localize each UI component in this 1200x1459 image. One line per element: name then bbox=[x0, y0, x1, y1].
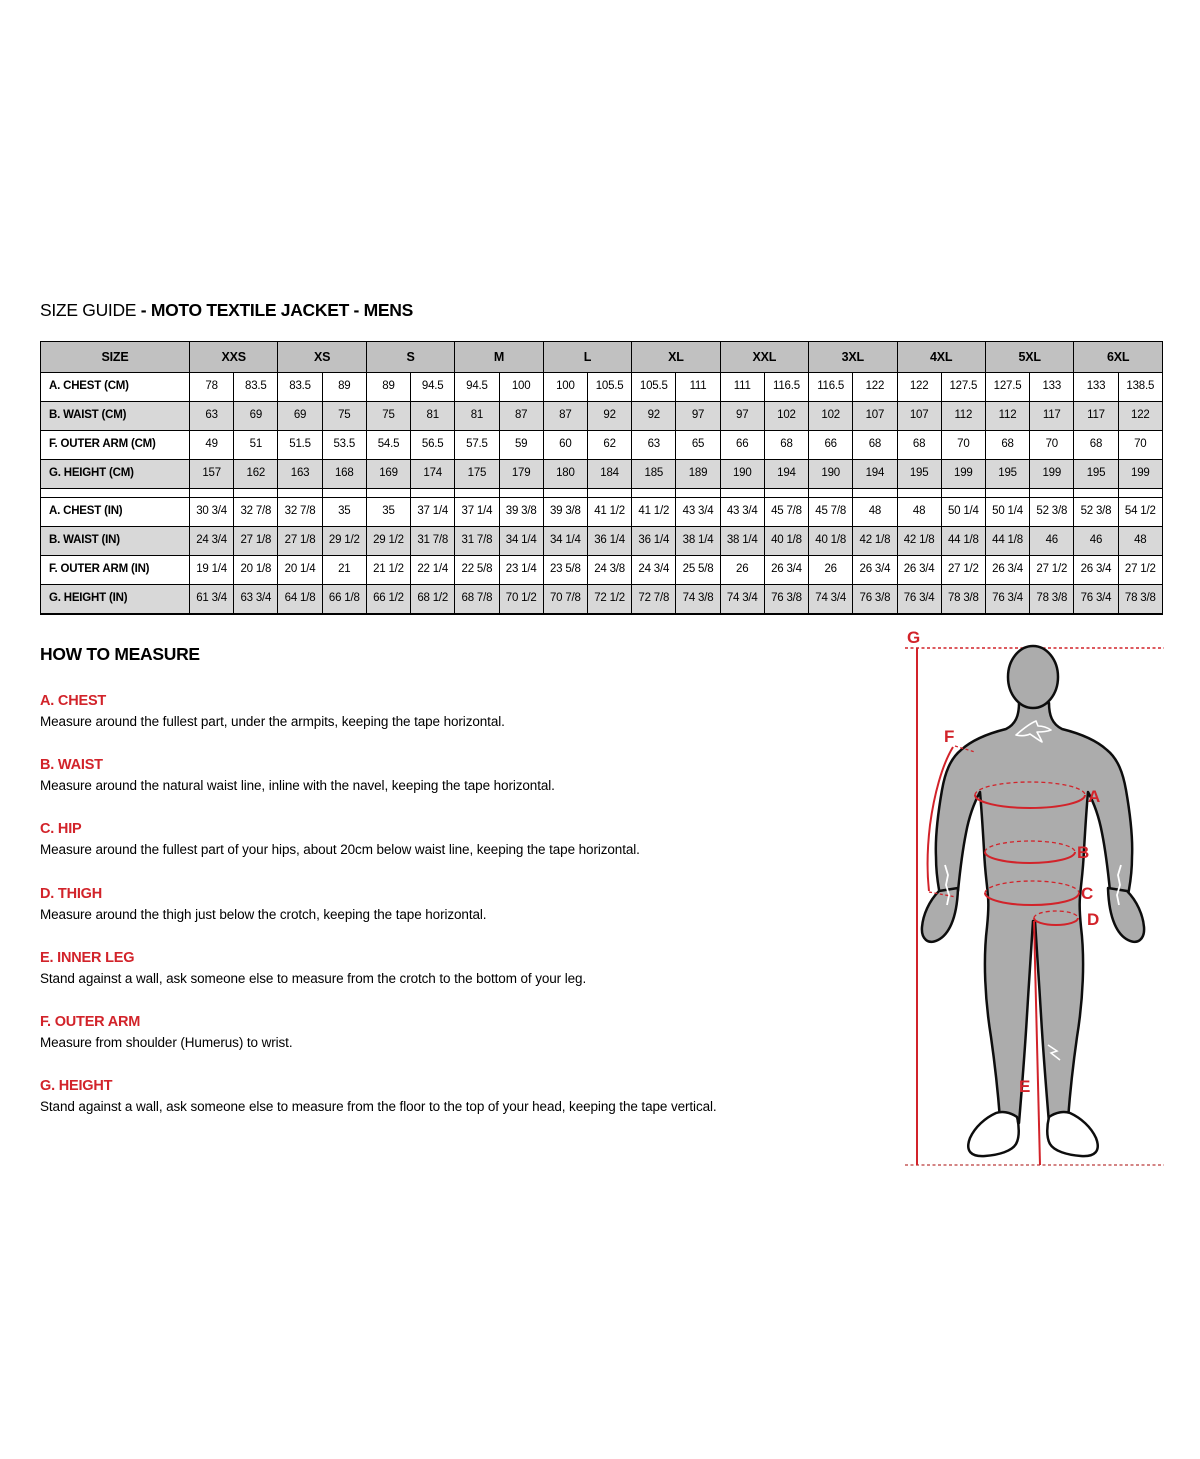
measure-section-heading: B. WAIST bbox=[40, 757, 103, 774]
size-cell: 107 bbox=[853, 402, 897, 431]
spacer-cell bbox=[543, 489, 587, 498]
size-cell: 89 bbox=[322, 373, 366, 402]
size-cell: 102 bbox=[809, 402, 853, 431]
size-cell: 72 7/8 bbox=[632, 585, 676, 614]
measure-section-text: Stand against a wall, ask someone else to measure from the crotch to the bottom of your leg. bbox=[40, 970, 587, 986]
size-cell: 83.5 bbox=[278, 373, 322, 402]
size-cell: 78 3/8 bbox=[941, 585, 985, 614]
spacer-cell bbox=[941, 489, 985, 498]
label-b: B bbox=[1077, 843, 1090, 862]
size-cell: 41 1/2 bbox=[632, 498, 676, 527]
size-cell: 68 1/2 bbox=[411, 585, 455, 614]
spacer-cell bbox=[278, 489, 322, 498]
size-cell: 112 bbox=[985, 402, 1029, 431]
size-cell: 94.5 bbox=[411, 373, 455, 402]
how-to-measure-title: HOW TO MEASURE bbox=[40, 644, 200, 664]
size-cell: 26 bbox=[809, 556, 853, 585]
size-cell: 70 bbox=[1118, 431, 1162, 460]
size-cell: 29 1/2 bbox=[366, 527, 410, 556]
size-cell: 25 5/8 bbox=[676, 556, 720, 585]
size-cell: 157 bbox=[190, 460, 234, 489]
spacer-cell bbox=[676, 489, 720, 498]
size-cell: 105.5 bbox=[587, 373, 631, 402]
size-cell: 175 bbox=[455, 460, 499, 489]
size-cell: 190 bbox=[720, 460, 764, 489]
size-cell: 122 bbox=[897, 373, 941, 402]
size-cell: 59 bbox=[499, 431, 543, 460]
size-cell: 23 5/8 bbox=[543, 556, 587, 585]
size-cell: 63 3/4 bbox=[234, 585, 278, 614]
size-cell: 65 bbox=[676, 431, 720, 460]
size-cell: 44 1/8 bbox=[985, 527, 1029, 556]
spacer-cell bbox=[720, 489, 764, 498]
right-foot bbox=[1047, 1112, 1097, 1156]
measure-section bbox=[40, 886, 892, 923]
size-cell: 100 bbox=[499, 373, 543, 402]
size-cell: 19 1/4 bbox=[190, 556, 234, 585]
size-cell: 194 bbox=[764, 460, 808, 489]
size-cell: 34 1/4 bbox=[499, 527, 543, 556]
measure-section-heading: E. INNER LEG bbox=[40, 949, 135, 966]
size-cell: 163 bbox=[278, 460, 322, 489]
size-cell: 194 bbox=[853, 460, 897, 489]
size-cell: 27 1/2 bbox=[1118, 556, 1162, 585]
spacer-cell bbox=[190, 489, 234, 498]
table-row bbox=[41, 402, 1163, 431]
size-cell: 52 3/8 bbox=[1074, 498, 1118, 527]
size-cell: 46 bbox=[1074, 527, 1118, 556]
size-cell: 48 bbox=[1118, 527, 1162, 556]
size-cell: 26 3/4 bbox=[853, 556, 897, 585]
size-cell: 34 1/4 bbox=[543, 527, 587, 556]
figure-head bbox=[1008, 646, 1058, 708]
size-cell: 40 1/8 bbox=[809, 527, 853, 556]
how-to-measure-section bbox=[40, 644, 892, 1142]
size-cell: 66 bbox=[809, 431, 853, 460]
title-product: - MOTO TEXTILE JACKET - MENS bbox=[140, 300, 414, 320]
size-cell: 48 bbox=[897, 498, 941, 527]
size-cell: 35 bbox=[322, 498, 366, 527]
size-cell: 37 1/4 bbox=[411, 498, 455, 527]
size-cell: 190 bbox=[809, 460, 853, 489]
label-e: E bbox=[1019, 1077, 1031, 1096]
size-cell: 100 bbox=[543, 373, 587, 402]
size-header: 5XL bbox=[985, 342, 1073, 373]
size-cell: 75 bbox=[322, 402, 366, 431]
size-cell: 78 3/8 bbox=[1118, 585, 1162, 614]
size-header: XL bbox=[632, 342, 720, 373]
size-cell: 41 1/2 bbox=[587, 498, 631, 527]
size-cell: 69 bbox=[278, 402, 322, 431]
size-cell: 69 bbox=[234, 402, 278, 431]
measure-section-text: Measure around the fullest part, under the armpits, keeping the tape horizontal. bbox=[40, 714, 505, 729]
size-cell: 49 bbox=[190, 431, 234, 460]
size-cell: 195 bbox=[1074, 460, 1118, 489]
size-cell: 21 1/2 bbox=[366, 556, 410, 585]
size-cell: 74 3/8 bbox=[676, 585, 720, 614]
measure-section-heading: D. THIGH bbox=[40, 885, 103, 902]
spacer-cell bbox=[499, 489, 543, 498]
spacer-cell bbox=[985, 489, 1029, 498]
size-cell: 68 7/8 bbox=[455, 585, 499, 614]
size-cell: 116.5 bbox=[764, 373, 808, 402]
size-cell: 26 3/4 bbox=[897, 556, 941, 585]
size-cell: 42 1/8 bbox=[853, 527, 897, 556]
left-foot bbox=[968, 1112, 1018, 1156]
size-cell: 133 bbox=[1074, 373, 1118, 402]
size-cell: 23 1/4 bbox=[499, 556, 543, 585]
measure-section-text: Stand against a wall, ask someone else to measure from the floor to the top of your head, keeping the tape vertical. bbox=[40, 1099, 717, 1115]
size-cell: 29 1/2 bbox=[322, 527, 366, 556]
size-cell: 107 bbox=[897, 402, 941, 431]
size-cell: 138.5 bbox=[1118, 373, 1162, 402]
size-cell: 45 7/8 bbox=[764, 498, 808, 527]
size-cell: 76 3/4 bbox=[897, 585, 941, 614]
size-cell: 78 3/8 bbox=[1030, 585, 1074, 614]
size-cell: 94.5 bbox=[455, 373, 499, 402]
row-label: B. WAIST (IN) bbox=[41, 527, 190, 556]
size-cell: 168 bbox=[322, 460, 366, 489]
size-cell: 133 bbox=[1030, 373, 1074, 402]
spacer-cell bbox=[411, 489, 455, 498]
figure-silhouette bbox=[922, 646, 1144, 1156]
size-cell: 30 3/4 bbox=[190, 498, 234, 527]
size-cell: 70 7/8 bbox=[543, 585, 587, 614]
size-cell: 74 3/4 bbox=[720, 585, 764, 614]
size-cell: 81 bbox=[455, 402, 499, 431]
size-header: XS bbox=[278, 342, 366, 373]
size-cell: 48 bbox=[853, 498, 897, 527]
measure-section bbox=[40, 821, 892, 858]
row-label: F. OUTER ARM (CM) bbox=[41, 431, 190, 460]
row-label: A. CHEST (CM) bbox=[41, 373, 190, 402]
size-cell: 97 bbox=[720, 402, 764, 431]
size-cell: 57.5 bbox=[455, 431, 499, 460]
size-chart-table bbox=[40, 341, 1163, 615]
size-cell: 66 1/2 bbox=[366, 585, 410, 614]
size-cell: 43 3/4 bbox=[720, 498, 764, 527]
row-label: G. HEIGHT (IN) bbox=[41, 585, 190, 614]
measure-section bbox=[40, 693, 892, 730]
size-cell: 81 bbox=[411, 402, 455, 431]
size-cell: 20 1/8 bbox=[234, 556, 278, 585]
size-cell: 39 3/8 bbox=[499, 498, 543, 527]
size-cell: 97 bbox=[676, 402, 720, 431]
size-header: XXS bbox=[190, 342, 278, 373]
size-cell: 75 bbox=[366, 402, 410, 431]
spacer-cell bbox=[897, 489, 941, 498]
spacer-cell bbox=[1074, 489, 1118, 498]
size-cell: 89 bbox=[366, 373, 410, 402]
size-cell: 27 1/2 bbox=[941, 556, 985, 585]
size-cell: 45 7/8 bbox=[809, 498, 853, 527]
size-cell: 32 7/8 bbox=[234, 498, 278, 527]
spacer-row bbox=[41, 489, 1163, 498]
spacer-cell bbox=[1118, 489, 1162, 498]
table-row bbox=[41, 431, 1163, 460]
right-hand bbox=[1108, 888, 1144, 942]
size-cell: 70 bbox=[1030, 431, 1074, 460]
size-cell: 70 bbox=[941, 431, 985, 460]
size-cell: 24 3/8 bbox=[587, 556, 631, 585]
size-cell: 26 3/4 bbox=[1074, 556, 1118, 585]
page-title bbox=[40, 300, 413, 321]
size-cell: 195 bbox=[985, 460, 1029, 489]
spacer-cell bbox=[455, 489, 499, 498]
size-cell: 46 bbox=[1030, 527, 1074, 556]
size-cell: 31 7/8 bbox=[455, 527, 499, 556]
title-prefix: SIZE GUIDE bbox=[40, 300, 141, 320]
size-header: XXL bbox=[720, 342, 808, 373]
size-cell: 70 1/2 bbox=[499, 585, 543, 614]
size-cell: 20 1/4 bbox=[278, 556, 322, 585]
size-cell: 199 bbox=[1030, 460, 1074, 489]
size-cell: 76 3/4 bbox=[985, 585, 1029, 614]
spacer-cell bbox=[809, 489, 853, 498]
size-cell: 50 1/4 bbox=[985, 498, 1029, 527]
size-cell: 42 1/8 bbox=[897, 527, 941, 556]
size-cell: 76 3/8 bbox=[853, 585, 897, 614]
size-cell: 68 bbox=[764, 431, 808, 460]
measure-section bbox=[40, 757, 892, 794]
size-cell: 195 bbox=[897, 460, 941, 489]
size-cell: 68 bbox=[1074, 431, 1118, 460]
measure-section bbox=[40, 950, 892, 987]
measure-section-text: Measure from shoulder (Humerus) to wrist. bbox=[40, 1034, 293, 1050]
size-cell: 61 3/4 bbox=[190, 585, 234, 614]
figure-body bbox=[936, 703, 1132, 1123]
size-cell: 38 1/4 bbox=[720, 527, 764, 556]
size-cell: 72 1/2 bbox=[587, 585, 631, 614]
size-cell: 102 bbox=[764, 402, 808, 431]
size-cell: 24 3/4 bbox=[632, 556, 676, 585]
size-cell: 83.5 bbox=[234, 373, 278, 402]
size-cell: 66 1/8 bbox=[322, 585, 366, 614]
size-cell: 127.5 bbox=[985, 373, 1029, 402]
size-cell: 51 bbox=[234, 431, 278, 460]
size-cell: 32 7/8 bbox=[278, 498, 322, 527]
size-cell: 56.5 bbox=[411, 431, 455, 460]
size-cell: 40 1/8 bbox=[764, 527, 808, 556]
size-cell: 38 1/4 bbox=[676, 527, 720, 556]
size-cell: 63 bbox=[632, 431, 676, 460]
measure-section-text: Measure around the thigh just below the crotch, keeping the tape horizontal. bbox=[40, 906, 487, 922]
size-cell: 21 bbox=[322, 556, 366, 585]
size-header: S bbox=[366, 342, 454, 373]
size-cell: 92 bbox=[632, 402, 676, 431]
size-cell: 43 3/4 bbox=[676, 498, 720, 527]
size-header: 3XL bbox=[809, 342, 897, 373]
table-row bbox=[41, 527, 1163, 556]
label-f: F bbox=[944, 727, 955, 746]
row-label: G. HEIGHT (CM) bbox=[41, 460, 190, 489]
table-row bbox=[41, 460, 1163, 489]
size-cell: 63 bbox=[190, 402, 234, 431]
measure-section bbox=[40, 1014, 892, 1051]
spacer-cell bbox=[587, 489, 631, 498]
size-cell: 76 3/8 bbox=[764, 585, 808, 614]
size-cell: 179 bbox=[499, 460, 543, 489]
size-header: 4XL bbox=[897, 342, 985, 373]
size-cell: 189 bbox=[676, 460, 720, 489]
size-cell: 60 bbox=[543, 431, 587, 460]
spacer-cell bbox=[764, 489, 808, 498]
row-label: A. CHEST (IN) bbox=[41, 498, 190, 527]
size-cell: 26 3/4 bbox=[764, 556, 808, 585]
size-cell: 87 bbox=[499, 402, 543, 431]
size-cell: 111 bbox=[676, 373, 720, 402]
size-cell: 26 3/4 bbox=[985, 556, 1029, 585]
size-cell: 44 1/8 bbox=[941, 527, 985, 556]
size-cell: 36 1/4 bbox=[632, 527, 676, 556]
measure-section-heading: C. HIP bbox=[40, 821, 82, 838]
label-g: G bbox=[907, 628, 921, 647]
size-header: 6XL bbox=[1074, 342, 1163, 373]
size-cell: 180 bbox=[543, 460, 587, 489]
size-cell: 66 bbox=[720, 431, 764, 460]
size-cell: 24 3/4 bbox=[190, 527, 234, 556]
measure-section-text: Measure around the fullest part of your hips, about 20cm below waist line, keeping the tape horizontal. bbox=[40, 842, 640, 858]
label-c: C bbox=[1081, 884, 1094, 903]
size-cell: 117 bbox=[1074, 402, 1118, 431]
measure-section-text: Measure around the natural waist line, inline with the navel, keeping the tape horizontal. bbox=[40, 778, 555, 794]
label-a: A bbox=[1088, 787, 1101, 806]
measure-section bbox=[40, 1078, 892, 1115]
size-cell: 76 3/4 bbox=[1074, 585, 1118, 614]
size-cell: 50 1/4 bbox=[941, 498, 985, 527]
table-row bbox=[41, 585, 1163, 614]
size-cell: 199 bbox=[941, 460, 985, 489]
size-cell: 22 5/8 bbox=[455, 556, 499, 585]
size-cell: 122 bbox=[1118, 402, 1162, 431]
size-cell: 35 bbox=[366, 498, 410, 527]
size-cell: 52 3/8 bbox=[1030, 498, 1074, 527]
size-cell: 54.5 bbox=[366, 431, 410, 460]
size-cell: 184 bbox=[587, 460, 631, 489]
spacer-cell bbox=[1030, 489, 1074, 498]
size-cell: 27 1/8 bbox=[234, 527, 278, 556]
size-cell: 64 1/8 bbox=[278, 585, 322, 614]
size-cell: 87 bbox=[543, 402, 587, 431]
size-cell: 162 bbox=[234, 460, 278, 489]
size-cell: 105.5 bbox=[632, 373, 676, 402]
table-row bbox=[41, 498, 1163, 527]
size-cell: 127.5 bbox=[941, 373, 985, 402]
size-cell: 53.5 bbox=[322, 431, 366, 460]
size-cell: 54 1/2 bbox=[1118, 498, 1162, 527]
label-d: D bbox=[1087, 910, 1100, 929]
size-cell: 31 7/8 bbox=[411, 527, 455, 556]
measure-section-heading: G. HEIGHT bbox=[40, 1078, 113, 1095]
row-label: B. WAIST (CM) bbox=[41, 402, 190, 431]
size-cell: 185 bbox=[632, 460, 676, 489]
size-header: L bbox=[543, 342, 631, 373]
size-cell: 122 bbox=[853, 373, 897, 402]
measurement-diagram bbox=[900, 625, 1170, 1185]
size-cell: 27 1/8 bbox=[278, 527, 322, 556]
size-header-row bbox=[41, 342, 1163, 373]
spacer-cell bbox=[853, 489, 897, 498]
size-cell: 51.5 bbox=[278, 431, 322, 460]
size-cell: 27 1/2 bbox=[1030, 556, 1074, 585]
size-cell: 22 1/4 bbox=[411, 556, 455, 585]
size-cell: 117 bbox=[1030, 402, 1074, 431]
size-cell: 68 bbox=[985, 431, 1029, 460]
size-cell: 68 bbox=[897, 431, 941, 460]
size-cell: 36 1/4 bbox=[587, 527, 631, 556]
size-cell: 199 bbox=[1118, 460, 1162, 489]
spacer-cell bbox=[234, 489, 278, 498]
spacer-cell bbox=[632, 489, 676, 498]
size-cell: 116.5 bbox=[809, 373, 853, 402]
spacer-cell bbox=[41, 489, 190, 498]
table-row bbox=[41, 556, 1163, 585]
size-header: M bbox=[455, 342, 543, 373]
size-cell: 111 bbox=[720, 373, 764, 402]
size-cell: 78 bbox=[190, 373, 234, 402]
spacer-cell bbox=[366, 489, 410, 498]
size-cell: 37 1/4 bbox=[455, 498, 499, 527]
size-cell: 169 bbox=[366, 460, 410, 489]
size-cell: 74 3/4 bbox=[809, 585, 853, 614]
row-label: F. OUTER ARM (IN) bbox=[41, 556, 190, 585]
measure-section-heading: A. CHEST bbox=[40, 693, 107, 709]
measure-section-heading: F. OUTER ARM bbox=[40, 1013, 141, 1030]
table-row bbox=[41, 373, 1163, 402]
size-cell: 39 3/8 bbox=[543, 498, 587, 527]
size-cell: 174 bbox=[411, 460, 455, 489]
size-cell: 62 bbox=[587, 431, 631, 460]
size-cell: 92 bbox=[587, 402, 631, 431]
spacer-cell bbox=[322, 489, 366, 498]
corner-header: SIZE bbox=[41, 342, 190, 373]
size-cell: 68 bbox=[853, 431, 897, 460]
size-cell: 112 bbox=[941, 402, 985, 431]
size-cell: 26 bbox=[720, 556, 764, 585]
